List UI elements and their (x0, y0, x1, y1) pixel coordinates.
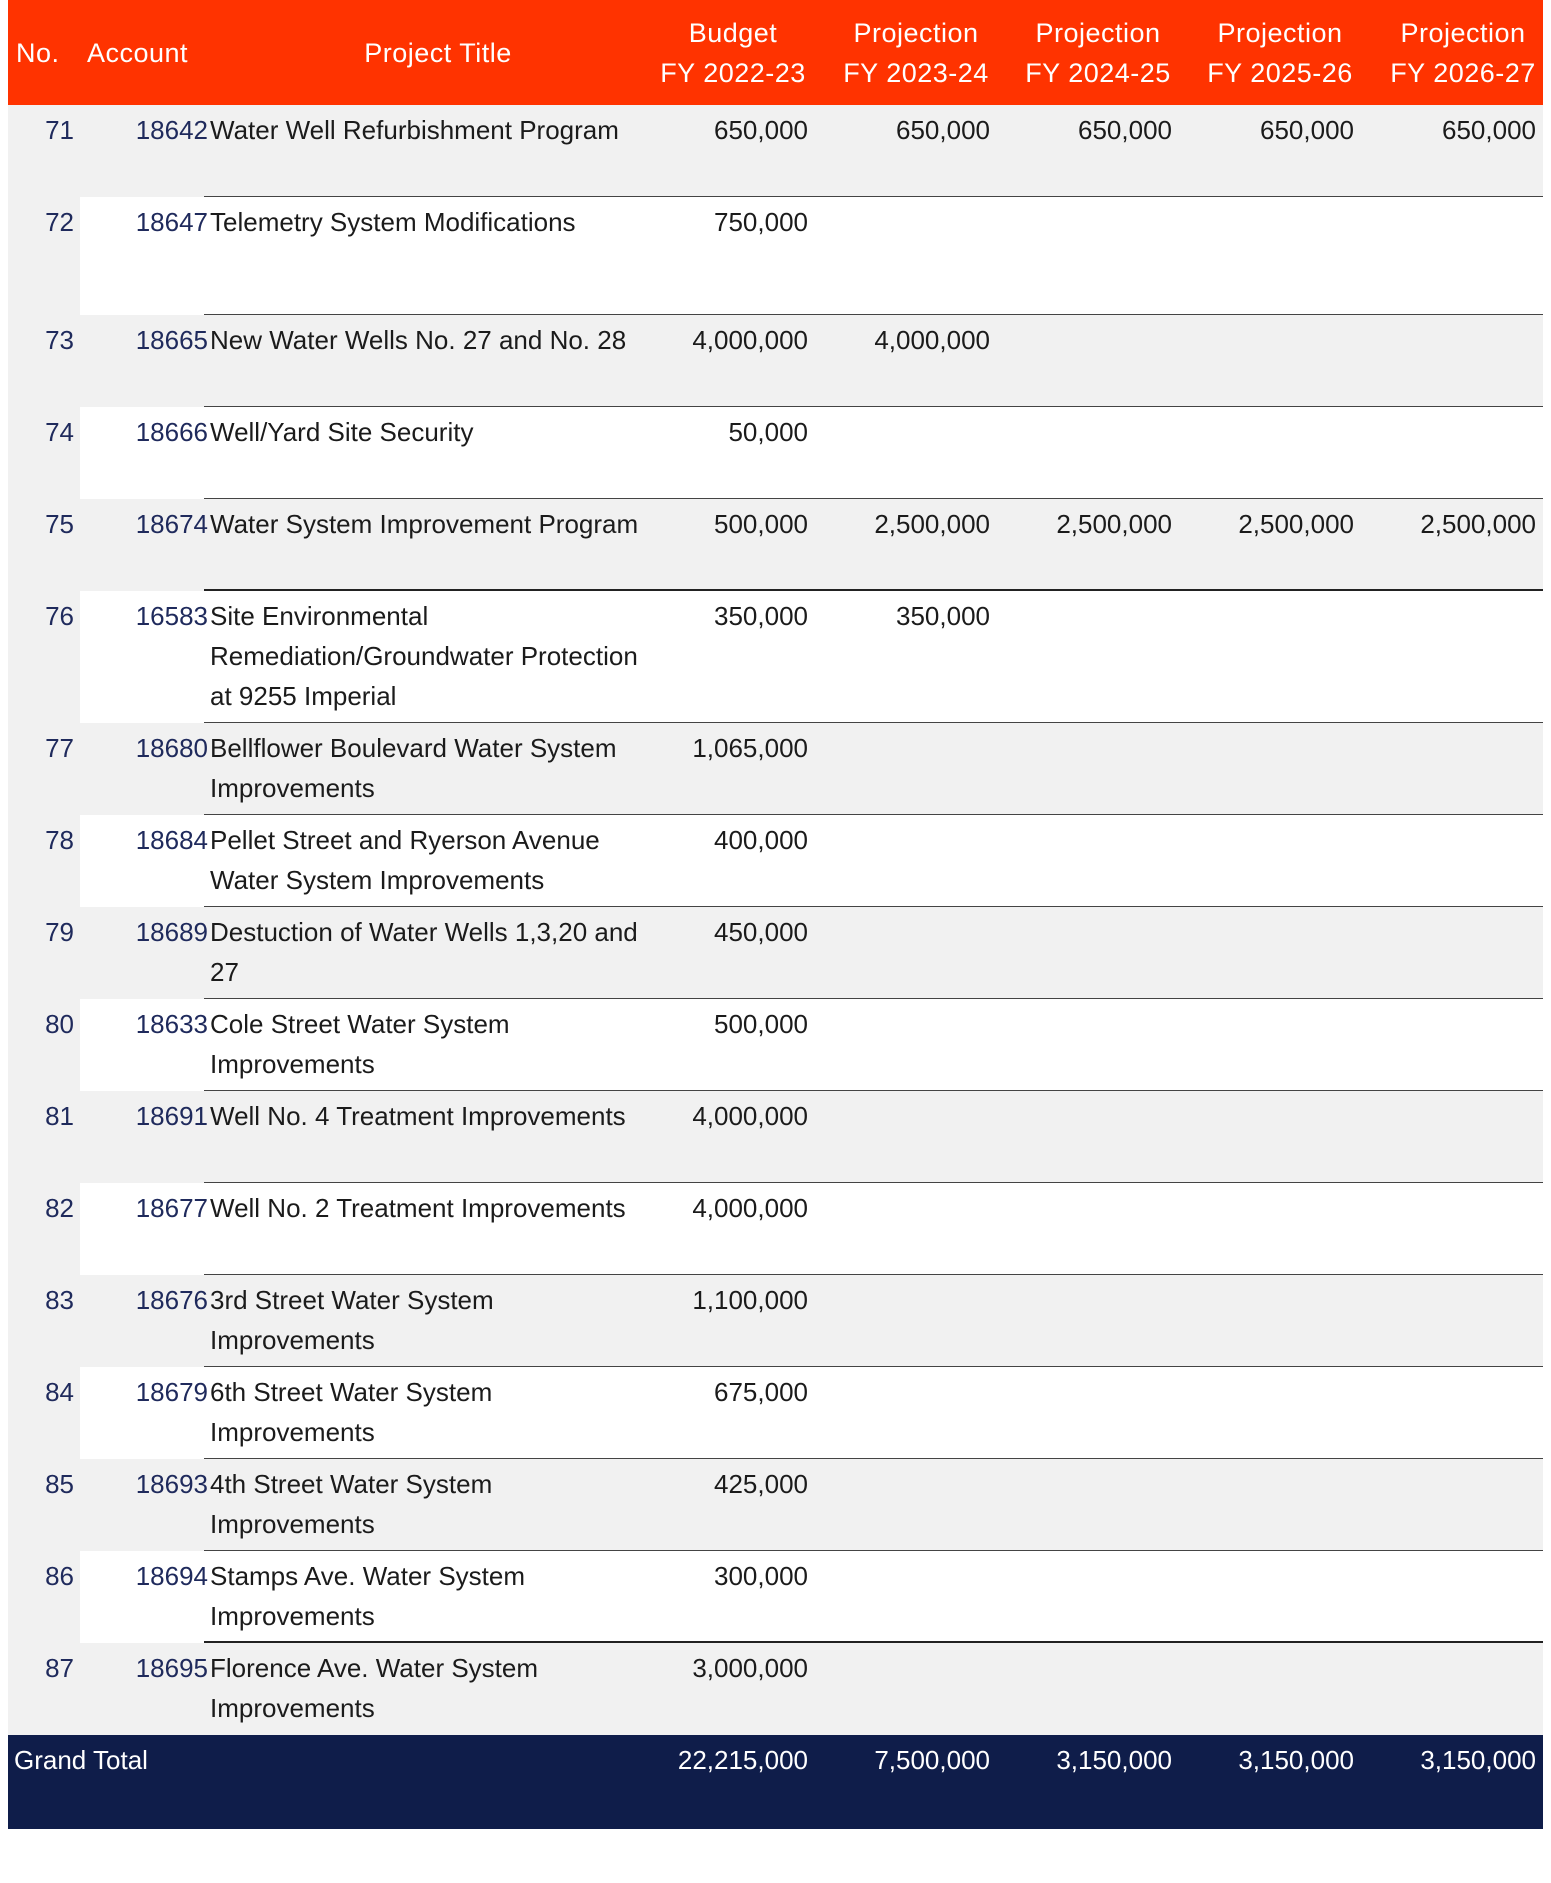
header-projection-fy-2026-27: Projection FY 2026-27 (1390, 17, 1536, 88)
row-no: 71 (45, 115, 74, 145)
table-row (8, 105, 1543, 197)
row-budget-fy-2022-23: 500,000 (714, 1009, 808, 1039)
row-budget-fy-2022-23: 300,000 (714, 1561, 808, 1591)
table-header (8, 0, 1543, 105)
row-budget-fy-2022-23: 750,000 (714, 207, 808, 237)
row-project-title: Well No. 4 Treatment Improvements (210, 1101, 626, 1131)
row-budget-fy-2022-23: 425,000 (714, 1469, 808, 1499)
header-projection-fy-2023-24: Projection FY 2023-24 (843, 17, 989, 88)
row-budget-fy-2022-23: 500,000 (714, 509, 808, 539)
row-no: 81 (45, 1101, 74, 1131)
row-projection-fy-2026-27: 650,000 (1442, 115, 1536, 145)
table-row (8, 1459, 1543, 1551)
row-projection-fy-2023-24: 4,000,000 (874, 325, 990, 355)
row-budget-fy-2022-23: 650,000 (714, 115, 808, 145)
row-project-title: 3rd Street Water System Improvements (210, 1285, 494, 1355)
row-no: 83 (45, 1285, 74, 1315)
row-budget-fy-2022-23: 4,000,000 (692, 1101, 808, 1131)
row-no: 78 (45, 825, 74, 855)
row-budget-fy-2022-23: 1,100,000 (692, 1285, 808, 1315)
row-projection-fy-2025-26: 650,000 (1260, 115, 1354, 145)
row-account: 18695 (135, 1653, 208, 1683)
row-projection-fy-2024-25: 2,500,000 (1056, 509, 1172, 539)
row-project-title: 6th Street Water System Improvements (210, 1377, 493, 1447)
row-no: 76 (45, 601, 74, 631)
row-projection-fy-2023-24: 350,000 (896, 601, 990, 631)
row-account: 18693 (135, 1469, 208, 1499)
row-project-title: Pellet Street and Ryerson Avenue Water System Improvements (210, 825, 600, 895)
row-no: 74 (45, 417, 74, 447)
table-row (8, 591, 1543, 723)
table-row (8, 1551, 1543, 1643)
header-projection-fy-2025-26: Projection FY 2025-26 (1207, 17, 1353, 88)
header-budget-fy-2022-23: Budget FY 2022-23 (660, 17, 806, 88)
table-row (8, 999, 1543, 1091)
row-account: 18689 (135, 917, 208, 947)
table-row (8, 1367, 1543, 1459)
table-row (8, 907, 1543, 999)
row-budget-fy-2022-23: 4,000,000 (692, 325, 808, 355)
row-account: 18633 (135, 1009, 208, 1039)
table-row (8, 407, 1543, 499)
row-project-title: Destuction of Water Wells 1,3,20 and 27 (210, 917, 638, 987)
row-budget-fy-2022-23: 450,000 (714, 917, 808, 947)
grand-total-label: Grand Total (14, 1745, 148, 1775)
table-row (8, 1183, 1543, 1275)
row-project-title: Well No. 2 Treatment Improvements (210, 1193, 626, 1223)
table-row (8, 499, 1543, 591)
row-no: 85 (45, 1469, 74, 1499)
row-no: 82 (45, 1193, 74, 1223)
row-project-title: Bellflower Boulevard Water System Improvements (210, 733, 617, 803)
row-project-title: New Water Wells No. 27 and No. 28 (210, 325, 627, 355)
row-projection-fy-2026-27: 2,500,000 (1420, 509, 1536, 539)
row-no: 77 (45, 733, 74, 763)
row-no: 84 (45, 1377, 74, 1407)
row-projection-fy-2025-26: 2,500,000 (1238, 509, 1354, 539)
row-budget-fy-2022-23: 1,065,000 (692, 733, 808, 763)
row-projection-fy-2024-25: 650,000 (1078, 115, 1172, 145)
row-no: 72 (45, 207, 74, 237)
row-projection-fy-2023-24: 2,500,000 (874, 509, 990, 539)
row-no: 86 (45, 1561, 74, 1591)
table-row (8, 815, 1543, 907)
grand-total-fy-2026-27: 3,150,000 (1420, 1745, 1536, 1775)
row-budget-fy-2022-23: 3,000,000 (692, 1653, 808, 1683)
row-account: 18642 (135, 115, 208, 145)
row-account: 18665 (135, 325, 208, 355)
grand-total-row (8, 1735, 1543, 1829)
row-project-title: Cole Street Water System Improvements (210, 1009, 510, 1079)
table-row (8, 197, 1543, 315)
table-body (8, 105, 1543, 1735)
row-account: 16583 (135, 601, 208, 631)
header-no: No. (16, 37, 60, 68)
row-account: 18680 (135, 733, 208, 763)
row-project-title: Well/Yard Site Security (210, 417, 474, 447)
row-account: 18677 (135, 1193, 208, 1223)
row-budget-fy-2022-23: 675,000 (714, 1377, 808, 1407)
row-budget-fy-2022-23: 4,000,000 (692, 1193, 808, 1223)
row-no: 73 (45, 325, 74, 355)
row-account: 18684 (135, 825, 208, 855)
table-row (8, 1091, 1543, 1183)
row-project-title: Water System Improvement Program (210, 509, 639, 539)
row-budget-fy-2022-23: 400,000 (714, 825, 808, 855)
row-account: 18666 (135, 417, 208, 447)
header-project-title: Project Title (364, 37, 512, 68)
grand-total-fy-2023-24: 7,500,000 (874, 1745, 990, 1775)
table-row (8, 1643, 1543, 1735)
row-account: 18647 (135, 207, 208, 237)
row-project-title: Water Well Refurbishment Program (210, 115, 619, 145)
row-account: 18676 (135, 1285, 208, 1315)
row-account: 18694 (135, 1561, 208, 1591)
row-project-title: 4th Street Water System Improvements (210, 1469, 493, 1539)
row-project-title: Site Environmental Remediation/Groundwater Protection at 9255 Imperial (210, 601, 638, 711)
row-project-title: Stamps Ave. Water System Improvements (210, 1561, 525, 1631)
grand-total-budget: 22,215,000 (677, 1745, 808, 1775)
grand-total-fy-2025-26: 3,150,000 (1238, 1745, 1354, 1775)
table-row (8, 315, 1543, 407)
table-row (8, 723, 1543, 815)
row-no: 80 (45, 1009, 74, 1039)
row-no: 75 (45, 509, 74, 539)
row-projection-fy-2023-24: 650,000 (896, 115, 990, 145)
row-no: 79 (45, 917, 74, 947)
grand-total-fy-2024-25: 3,150,000 (1056, 1745, 1172, 1775)
table-row (8, 1275, 1543, 1367)
row-account: 18679 (135, 1377, 208, 1407)
capital-projects-table (8, 0, 1543, 1829)
row-no: 87 (45, 1653, 74, 1683)
row-budget-fy-2022-23: 50,000 (728, 417, 808, 447)
header-projection-fy-2024-25: Projection FY 2024-25 (1025, 17, 1171, 88)
row-project-title: Florence Ave. Water System Improvements (210, 1653, 539, 1723)
row-account: 18674 (135, 509, 208, 539)
row-project-title: Telemetry System Modifications (210, 207, 576, 237)
row-account: 18691 (135, 1101, 208, 1131)
header-account: Account (87, 37, 189, 68)
row-budget-fy-2022-23: 350,000 (714, 601, 808, 631)
